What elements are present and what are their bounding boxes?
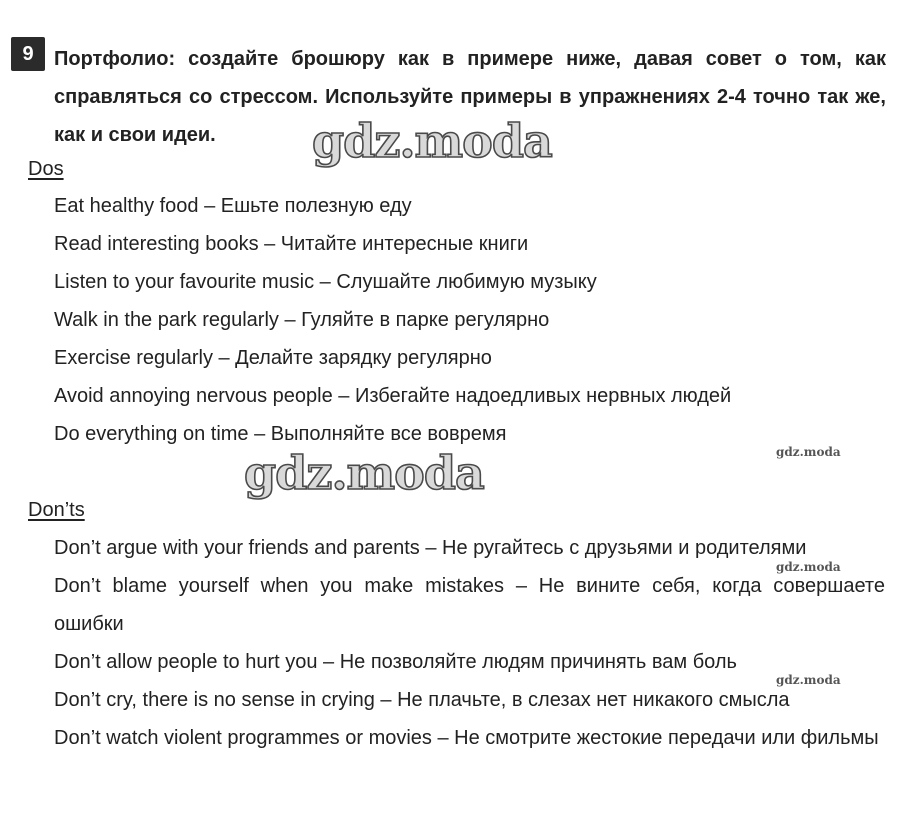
- donts-item: Don’t allow people to hurt you – Не позволяйте людям причинять вам боль: [54, 651, 737, 673]
- dos-item: Do everything on time – Выполняйте все вовремя: [54, 423, 507, 445]
- donts-item: Don’t cry, there is no sense in crying – Не плачьте, в слезах нет никакого смысла: [54, 689, 790, 711]
- task-instructions: Портфолио: создайте брошюру как в примере ниже, давая совет о том, как справляться со стрессом. Используйте примеры в упражнениях 2-4 точно так же, как и свои идеи.: [54, 48, 886, 146]
- watermark-logo: gdz.moda: [244, 446, 484, 500]
- donts-item: Don’t blame yourself when you make mistakes – Не вините себя, когда совершаете ошибки: [54, 575, 885, 635]
- watermark-small: gdz.moda: [776, 673, 841, 687]
- donts-item: Don’t argue with your friends and parents – Не ругайтесь с друзьями и родителями: [54, 537, 807, 559]
- task-number-badge: 9: [11, 37, 45, 71]
- dos-item: Read interesting books – Читайте интересные книги: [54, 233, 529, 255]
- dos-heading: Dos: [28, 158, 64, 180]
- dos-item: Avoid annoying nervous people – Избегайте надоедливых нервных людей: [54, 385, 732, 407]
- watermark-small: gdz.moda: [776, 445, 841, 459]
- watermark-logo: gdz.moda: [312, 114, 552, 168]
- dos-item: Eat healthy food – Ешьте полезную еду: [54, 195, 412, 217]
- dos-item: Exercise regularly – Делайте зарядку регулярно: [54, 347, 492, 369]
- donts-item: Don’t watch violent programmes or movies – Не смотрите жестокие передачи или фильмы: [54, 727, 879, 749]
- donts-heading: Don’ts: [28, 499, 85, 521]
- watermark-small: gdz.moda: [776, 560, 841, 574]
- dos-item: Listen to your favourite music – Слушайте любимую музыку: [54, 271, 597, 293]
- dos-item: Walk in the park regularly – Гуляйте в парке регулярно: [54, 309, 550, 331]
